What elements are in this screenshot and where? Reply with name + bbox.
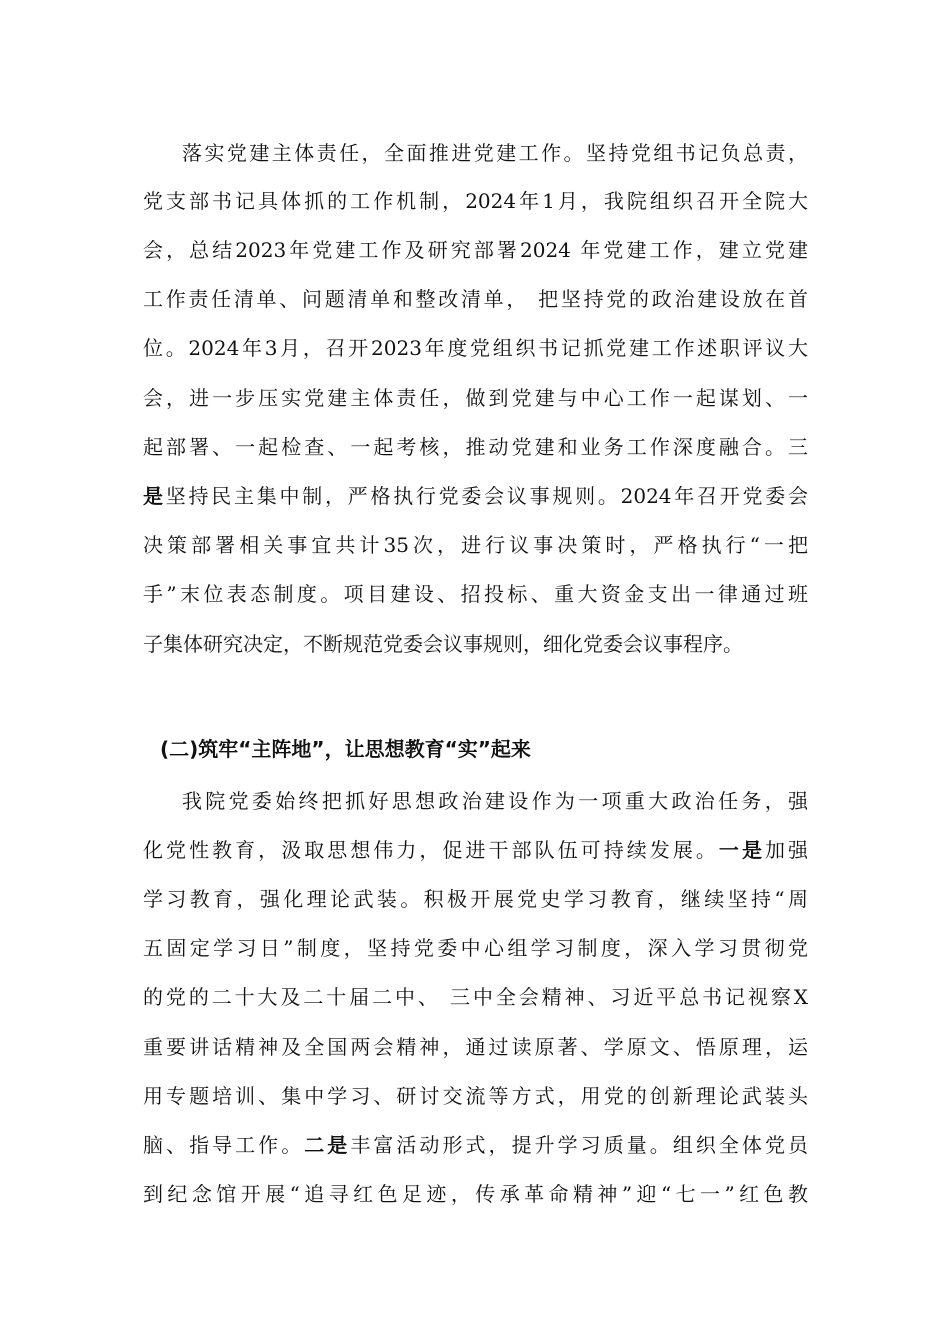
paragraph-line: 会，进一步压实党建主体责任，做到党建与中心工作一起谋划、一	[143, 386, 808, 410]
paragraph-line: 到纪念馆开展“追寻红色足迹，传承革命精神”迎“七一”红色教	[143, 1182, 808, 1206]
paragraph-line: 学习教育，强化理论武装。积极开展党史学习教育，继续坚持“周	[143, 887, 808, 911]
paragraph-text: 加强	[764, 838, 808, 862]
paragraph-line: 党支部书记具体抓的工作机制，2024年1月，我院组织召开全院大	[143, 189, 808, 213]
paragraph-text: 脑、指导工作。	[143, 1133, 305, 1157]
emphasis-text: 是	[143, 484, 166, 508]
paragraph-line: 的党的二十大及二十届二中、 三中全会精神、习近平总书记视察X	[143, 985, 808, 1009]
paragraph-text: 丰富活动形式，提升学习质量。组织全体党员	[350, 1133, 808, 1157]
paragraph-line: 重要讲话精神及全国两会精神，通过读原著、学原文、悟原理，运	[143, 1035, 808, 1059]
paragraph-line: 决策部署相关事宜共计35次，进行议事决策时，严格执行“一把	[143, 533, 808, 557]
paragraph-line	[143, 484, 808, 508]
paragraph-line: 起部署、一起检查、一起考核，推动党建和业务工作深度融合。三	[143, 435, 808, 459]
paragraph-text: 坚持民主集中制，严格执行党委会议事规则。2024年召开党委会	[165, 484, 808, 508]
paragraph-line: 五固定学习日”制度，坚持党委中心组学习制度，深入学习贯彻党	[143, 936, 808, 960]
paragraph-line: 用专题培训、集中学习、研讨交流等方式，用党的创新理论武装头	[143, 1084, 808, 1108]
paragraph-text: 化党性教育，汲取思想伟力，促进干部队伍可持续发展。	[143, 838, 719, 862]
emphasis-text: 一是	[718, 838, 765, 862]
paragraph-line	[143, 838, 808, 862]
paragraph-line: 子集体研究决定，不断规范党委会议事规则，细化党委会议事程序。	[143, 632, 743, 656]
paragraph-line: 我院党委始终把抓好思想政治建设作为一项重大政治任务，强	[182, 789, 808, 813]
section-heading: (二)筑牢“主阵地”，让思想教育“实”起来	[160, 737, 531, 761]
paragraph-line: 落实党建主体责任，全面推进党建工作。坚持党组书记负总责，	[182, 141, 808, 165]
paragraph-line: 会，总结2023年党建工作及研究部署2024 年党建工作，建立党建	[143, 238, 808, 262]
emphasis-text: 二是	[304, 1133, 351, 1157]
paragraph-line: 手”末位表态制度。项目建设、招投标、重大资金支出一律通过班	[143, 582, 808, 606]
paragraph-line: 工作责任清单、问题清单和整改清单， 把坚持党的政治建设放在首	[143, 287, 808, 311]
paragraph-line	[143, 1133, 808, 1157]
paragraph-line: 位。2024年3月，召开2023年度党组织书记抓党建工作述职评议大	[143, 336, 808, 360]
